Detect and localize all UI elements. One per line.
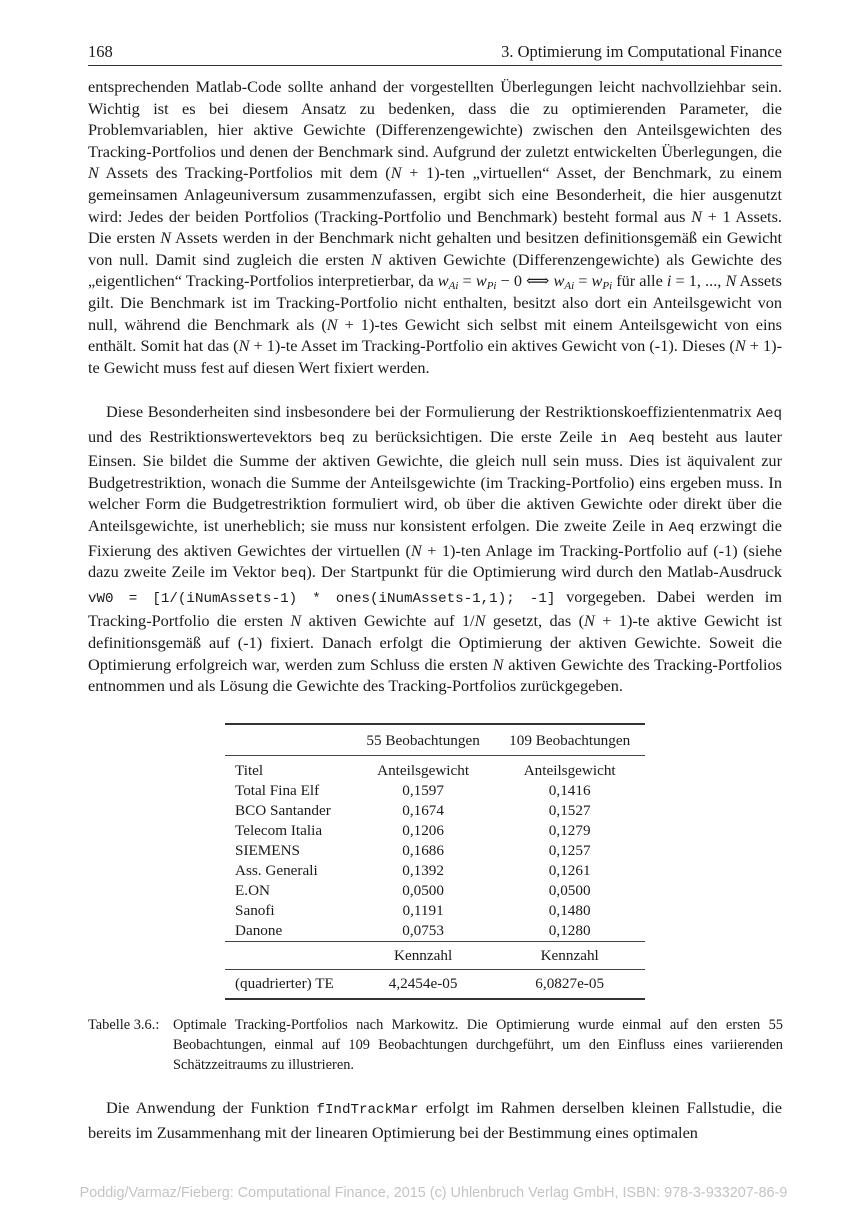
table-row bbox=[225, 921, 645, 942]
caption-text: Optimale Tracking-Portfolios nach Markowitz. Die Optimierung wurde einmal auf den ersten 55 Beobachtungen, einmal auf 109 Beobachtungen durchgeführt, um den Einfluss eines variierenden Schätzzeitraums zu illustrieren. bbox=[173, 1017, 783, 1073]
text: erfolgt im Rahmen derselben kleinen Fallstudie, die bereits im Zusammenhang mit der linearen Optimierung bei der Bestimmung eines optimalen bbox=[88, 1098, 782, 1142]
text: vorgegeben. Dabei werden im Tracking-Portfolio die ersten bbox=[88, 586, 782, 631]
table-cell: 6,0827e-05 bbox=[535, 975, 605, 992]
math-sub: Ai bbox=[564, 280, 575, 293]
table-metric-row bbox=[225, 970, 645, 1000]
inline-code: in Aeq bbox=[600, 430, 655, 447]
math-sub: Pi bbox=[602, 280, 613, 293]
table-cell: 0,0500 bbox=[548, 882, 591, 899]
math-op: = bbox=[574, 271, 592, 291]
math-var: N bbox=[238, 336, 250, 356]
math-var: N bbox=[370, 249, 382, 269]
text: aktiven Gewichte auf 1/ bbox=[301, 611, 475, 631]
header-rule bbox=[88, 65, 782, 66]
text: Diese Besonderheiten sind insbesondere bei der Formulierung der Restriktionskoeffizientenmatrix bbox=[106, 402, 757, 421]
table-cell: Danone bbox=[235, 922, 283, 939]
table-cell: 0,1392 bbox=[402, 862, 444, 879]
table-cell: 0,0500 bbox=[402, 882, 444, 899]
table-cell: 0,1257 bbox=[548, 842, 591, 859]
text: Assets gilt. Die Benchmark ist im Tracking-Portfolio nicht enthalten, besitzt also dort ein Anteilsgewicht von null, während die Benchmark als ( bbox=[88, 271, 783, 334]
text: + 1)-ten „virtuellen“ Asset, der Benchmark, zu einem gemeinsamen Anlageuniversum zusammenzufassen, ergibt sich eine Besonderheit, die hier ausgenutzt wird: Jedes der beiden Portfolios (Tracking-Portfolio und Benchmark) besteht formal aus bbox=[88, 163, 783, 226]
table-header-cell bbox=[225, 942, 352, 970]
math-var: N bbox=[160, 228, 172, 248]
table-cell: (quadrierter) TE bbox=[235, 975, 334, 992]
table-cell: 0,1279 bbox=[548, 822, 591, 839]
math-op: − 0 bbox=[496, 271, 527, 291]
table-cell: SIEMENS bbox=[235, 842, 300, 859]
table-row bbox=[225, 901, 645, 921]
math-var: N bbox=[725, 271, 737, 291]
table-cell: 0,1416 bbox=[548, 782, 591, 799]
table-cell: 0,0753 bbox=[402, 922, 444, 939]
iff-symbol: ⟺ bbox=[526, 271, 550, 291]
inline-code: fIndTrackMar bbox=[316, 1102, 419, 1118]
text: + 1)-te Asset im Tracking-Portfolio ein aktives Gewicht von (-1). Dieses ( bbox=[249, 336, 735, 356]
text: + 1)-ten Anlage im Tracking-Portfolio auf (-1) (siehe dazu zweite Zeile im Vektor bbox=[88, 540, 782, 582]
text: für alle bbox=[612, 271, 667, 291]
table-metric-header-row bbox=[225, 942, 645, 970]
math-var: w bbox=[437, 271, 449, 291]
math-var: i bbox=[666, 271, 672, 291]
math-var: N bbox=[474, 611, 486, 631]
table-cell: 0,1597 bbox=[402, 782, 444, 799]
table-header-cell: 55 Beobachtungen bbox=[366, 731, 480, 749]
inline-code: beq bbox=[319, 430, 345, 447]
table-header-cell: Titel bbox=[235, 762, 264, 779]
text: erzwingt die Fixierung des aktiven Gewichtes der virtuellen ( bbox=[88, 515, 782, 560]
text: ). Der Startpunkt für die Optimierung wird durch den Matlab-Ausdruck bbox=[306, 562, 782, 582]
table-cell: 4,2454e-05 bbox=[388, 975, 458, 992]
math-var: w bbox=[553, 271, 565, 291]
math-var: N bbox=[734, 336, 746, 356]
page-number: 168 bbox=[88, 42, 113, 61]
text: gesetzt, das ( bbox=[485, 611, 584, 631]
table-header-cell bbox=[225, 724, 352, 756]
table-cell: 0,1686 bbox=[402, 842, 444, 859]
inline-formula bbox=[437, 271, 737, 293]
text: zu berücksichtigen. Die erste Zeile bbox=[344, 426, 601, 446]
text: aktiven Gewichte des Tracking-Portfolios entnommen und als Lösung die Gewichte des Tracking-Portfolios zurückgegeben. bbox=[88, 654, 782, 696]
text: und des Restriktionswertevektors bbox=[88, 426, 320, 446]
table-cell: 0,1280 bbox=[548, 922, 591, 939]
text: aktiven Gewichte (Differenzengewichte) als Gewichte des „eigentlichen“ Tracking-Portfolios interpretierbar, da bbox=[88, 249, 782, 291]
table-cell: Total Fina Elf bbox=[235, 782, 320, 799]
table-cell: 0,1674 bbox=[402, 802, 444, 819]
text: Assets werden in der Benchmark nicht gehalten und besitzen definitionsgemäß ein Gewicht von null. Damit sind zugleich die ersten bbox=[88, 228, 782, 269]
math-sub: Ai bbox=[448, 280, 459, 293]
inline-code: vW0 = [1/(iNumAssets-1) * ones(iNumAssets-1,1); -1] bbox=[88, 590, 556, 607]
paragraph-1 bbox=[88, 76, 782, 378]
math-var: N bbox=[410, 540, 422, 560]
text: + 1)-tes Gewicht sich selbst mit einem Anteilsgewicht von eins enthält. Somit hat das ( bbox=[88, 314, 782, 356]
math-op: = bbox=[458, 271, 476, 291]
text: Die Anwendung der Funktion bbox=[106, 1098, 317, 1117]
text: besteht aus lauter Einsen. Sie bildet die Summe der aktiven Gewichte, die gleich null sein muss. Dies ist äquivalent zur Budgetrestriktion, wonach die Summe der Anteilsgewichte (im Tracking-Portfolio) eins ergeben muss. In welcher Form die Budgetrestriktion formuliert wird, ob über die aktiven Gewichte oder direkt über die Anteilsgewichte, ist unerheblich; sie muss nur konsistent erfolgen. Die zweite Zeile in bbox=[88, 426, 782, 535]
table-row bbox=[225, 821, 645, 841]
table-column-header-row bbox=[225, 756, 645, 782]
text: entsprechenden Matlab-Code sollte anhand der vorgestellten Überlegungen leicht nachvollziehbar sein. Wichtig ist es bei diesem Ansatz zu bedenken, dass die zu optimierenden Parameter, die Problemvariablen, hier aktive Gewichte (Differenzengewichte) zwischen den Anteilsgewichten des Tracking-Portfolios und denen der Benchmark sind. Aufgrund der zuletzt entwickelten Überlegungen, die bbox=[88, 77, 782, 161]
table-cell: Ass. Generali bbox=[235, 862, 318, 879]
table-cell: BCO Santander bbox=[235, 802, 331, 819]
paragraph-3 bbox=[88, 1097, 782, 1143]
math-var: w bbox=[591, 271, 603, 291]
table-header-cell: 109 Beobachtungen bbox=[509, 731, 631, 749]
table-row bbox=[225, 781, 645, 801]
running-head bbox=[88, 41, 782, 65]
math-var: N bbox=[584, 611, 595, 631]
chapter-title: 3. Optimierung im Computational Finance bbox=[501, 42, 782, 61]
table-cell: Sanofi bbox=[235, 902, 275, 919]
text: + 1 Assets. Die ersten bbox=[88, 206, 782, 248]
caption-label: Tabelle 3.6.: bbox=[88, 1017, 160, 1033]
table-row bbox=[225, 881, 645, 901]
text: Assets des Tracking-Portfolios mit dem ( bbox=[98, 163, 391, 183]
table-cell: 0,1261 bbox=[548, 862, 591, 879]
inline-code: Aeq bbox=[756, 406, 782, 422]
table-row bbox=[225, 841, 645, 861]
inline-code: beq bbox=[280, 566, 307, 583]
math-var: N bbox=[492, 654, 504, 674]
math-sub: Pi bbox=[486, 280, 497, 293]
table-cell: E.ON bbox=[235, 882, 271, 899]
paragraph-2 bbox=[88, 401, 782, 697]
math-var: N bbox=[390, 163, 402, 183]
math-op: = 1, ..., bbox=[671, 271, 726, 291]
math-var: N bbox=[290, 611, 302, 631]
table-cell: 0,1191 bbox=[402, 902, 444, 919]
table-header-cell: Anteilsgewicht bbox=[377, 762, 470, 779]
text: + 1)-te aktive Gewicht ist definitionsgemäß auf (-1) fixiert. Danach erfolgt die Optimierung der aktiven Gewichte. Soweit die Optimierung erfolgreich war, werden zum Schluss die ersten bbox=[88, 611, 783, 674]
math-var: N bbox=[691, 206, 703, 226]
table-header-cell: Kennzahl bbox=[394, 946, 453, 964]
table-group-header-row bbox=[225, 724, 645, 756]
math-var: w bbox=[475, 271, 487, 291]
table-cell: 0,1527 bbox=[548, 802, 591, 819]
copyright-footer: Poddig/Varmaz/Fieberg: Computational Finance, 2015 (c) Uhlenbruch Verlag GmbH, ISBN: 978-3-933207-86-9 bbox=[79, 1185, 788, 1201]
table-row bbox=[225, 861, 645, 881]
table-cell: Telecom Italia bbox=[235, 822, 323, 839]
inline-code: Aeq bbox=[668, 519, 695, 536]
math-var: N bbox=[88, 163, 99, 183]
table-cell: 0,1206 bbox=[402, 822, 444, 839]
table-row bbox=[225, 801, 645, 821]
table-header-cell: Kennzahl bbox=[540, 946, 599, 964]
text: + 1)-te Gewicht muss fest auf diesen Wert fixiert werden. bbox=[88, 336, 782, 377]
table-cell: 0,1480 bbox=[548, 902, 591, 919]
results-table bbox=[225, 723, 645, 1000]
math-var: N bbox=[326, 314, 338, 334]
table-header-cell: Anteilsgewicht bbox=[523, 762, 616, 779]
